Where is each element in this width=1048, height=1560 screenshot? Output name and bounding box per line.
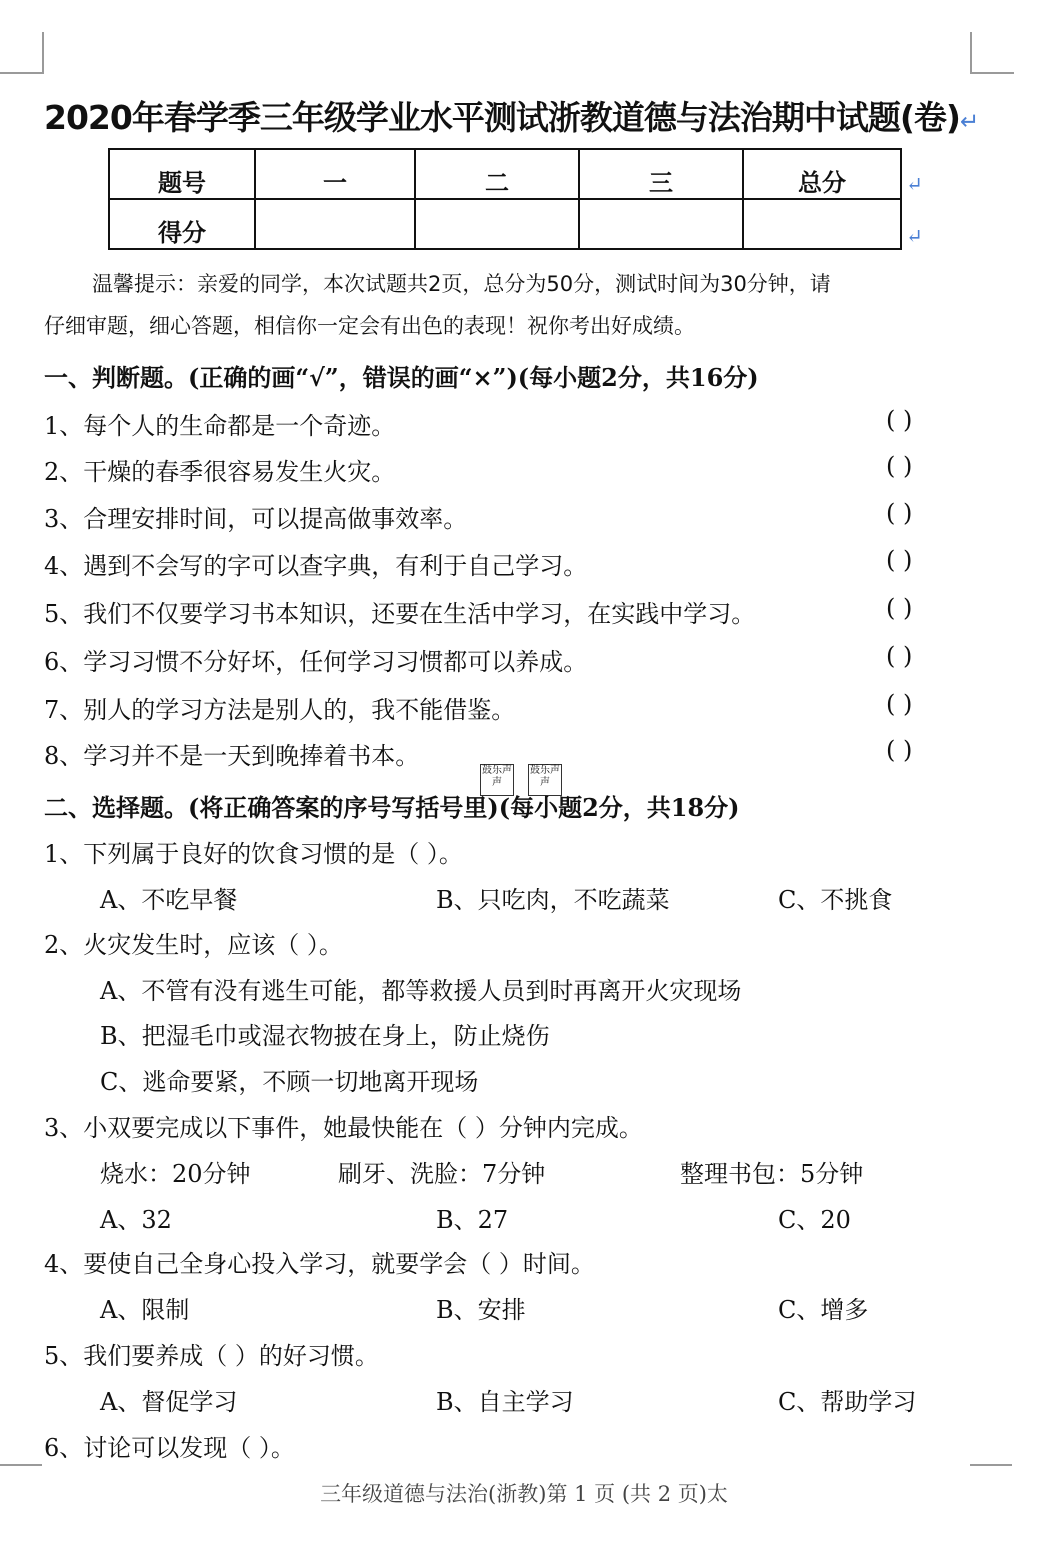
option-c: C、帮助学习 <box>778 1388 917 1416</box>
answer-blank: ( ) <box>886 499 913 527</box>
judge-item: 3、合理安排时间，可以提高做事效率。 <box>44 505 468 533</box>
score-table-cell: 三 <box>579 149 743 199</box>
answer-blank: ( ) <box>886 594 913 622</box>
option-c: C、不挑食 <box>778 886 893 914</box>
option-b: B、27 <box>436 1206 509 1234</box>
page-title: 2020年春学季三年级学业水平测试浙教道德与法治期中试题(卷)↵ <box>44 98 979 137</box>
stamp-logo: 鼓乐声声 <box>480 764 514 796</box>
tip-line-2: 仔细审题，细心答题，相信你一定会有出色的表现！祝你考出好成绩。 <box>44 314 695 338</box>
score-table-cell <box>415 199 579 249</box>
score-table-header-row <box>109 149 901 199</box>
score-table-score-row <box>109 199 901 249</box>
question-stem: 4、要使自己全身心投入学习，就要学会（ ）时间。 <box>44 1250 595 1278</box>
score-table-cell: 一 <box>255 149 415 199</box>
question-stem: 6、讨论可以发现（ ）。 <box>44 1434 295 1462</box>
option-a: A、督促学习 <box>100 1388 238 1416</box>
score-table-cell <box>743 199 901 249</box>
score-table <box>108 148 902 250</box>
corner-mark-top-right <box>970 32 1014 74</box>
option-c: C、逃命要紧，不顾一切地离开现场 <box>100 1068 479 1096</box>
option-b: B、把湿毛巾或湿衣物披在身上，防止烧伤 <box>100 1022 550 1050</box>
corner-mark-bottom-left <box>0 1464 42 1466</box>
task-time: 刷牙、洗脸：7分钟 <box>338 1160 546 1188</box>
judge-item: 5、我们不仅要学习书本知识，还要在生活中学习，在实践中学习。 <box>44 600 756 628</box>
option-a: A、32 <box>100 1206 172 1234</box>
answer-blank: ( ) <box>886 406 913 434</box>
question-stem: 5、我们要养成（ ）的好习惯。 <box>44 1342 379 1370</box>
option-a: A、限制 <box>100 1296 190 1324</box>
section-1-heading: 一、判断题。(正确的画“√”，错误的画“×”)(每小题2分，共16分) <box>44 363 759 392</box>
judge-item: 7、别人的学习方法是别人的，我不能借鉴。 <box>44 696 516 724</box>
option-a: A、不吃早餐 <box>100 886 238 914</box>
score-table-cell: 总分 <box>743 149 901 199</box>
judge-item: 6、学习习惯不分好坏，任何学习习惯都可以养成。 <box>44 648 588 676</box>
task-time: 整理书包：5分钟 <box>680 1160 864 1188</box>
answer-blank: ( ) <box>886 736 913 764</box>
judge-item: 1、每个人的生命都是一个奇迹。 <box>44 412 396 440</box>
answer-blank: ( ) <box>886 452 913 480</box>
section-2-heading: 二、选择题。(将正确答案的序号写括号里)(每小题2分，共18分) <box>44 793 740 822</box>
question-stem: 1、下列属于良好的饮食习惯的是（ ）。 <box>44 840 463 868</box>
option-b: B、安排 <box>436 1296 526 1324</box>
answer-blank: ( ) <box>886 546 913 574</box>
answer-blank: ( ) <box>886 690 913 718</box>
option-a: A、不管有没有逃生可能，都等救援人员到时再离开火灾现场 <box>100 977 742 1005</box>
task-time: 烧水：20分钟 <box>100 1160 251 1188</box>
judge-item: 2、干燥的春季很容易发生火灾。 <box>44 458 396 486</box>
score-table-cell: 二 <box>415 149 579 199</box>
answer-blank: ( ) <box>886 642 913 670</box>
score-table-cell <box>255 199 415 249</box>
corner-mark-top-left <box>0 32 44 74</box>
score-table-cell: 题号 <box>109 149 255 199</box>
tip-line-1: 温馨提示：亲爱的同学，本次试题共2页，总分为50分，测试时间为30分钟，请 <box>92 272 831 296</box>
score-table-cell: 得分 <box>109 199 255 249</box>
return-mark-icon: ↵ <box>960 109 979 135</box>
option-b: B、自主学习 <box>436 1388 574 1416</box>
question-stem: 3、小双要完成以下事件，她最快能在（ ）分钟内完成。 <box>44 1114 643 1142</box>
question-stem: 2、火灾发生时，应该（ ）。 <box>44 931 343 959</box>
score-table-cell <box>579 199 743 249</box>
judge-item: 4、遇到不会写的字可以查字典，有利于自己学习。 <box>44 552 588 580</box>
corner-mark-bottom-right <box>970 1464 1012 1466</box>
option-c: C、增多 <box>778 1296 869 1324</box>
option-c: C、20 <box>778 1206 851 1234</box>
return-mark-icon: ↵ <box>906 224 923 248</box>
option-b: B、只吃肉，不吃蔬菜 <box>436 886 670 914</box>
page-footer: 三年级道德与法治(浙教)第 1 页 (共 2 页)太 <box>320 1482 728 1506</box>
judge-item: 8、学习并不是一天到晚捧着书本。 <box>44 742 420 770</box>
return-mark-icon: ↵ <box>906 172 923 196</box>
stamp-logo: 鼓乐声声 <box>528 764 562 796</box>
